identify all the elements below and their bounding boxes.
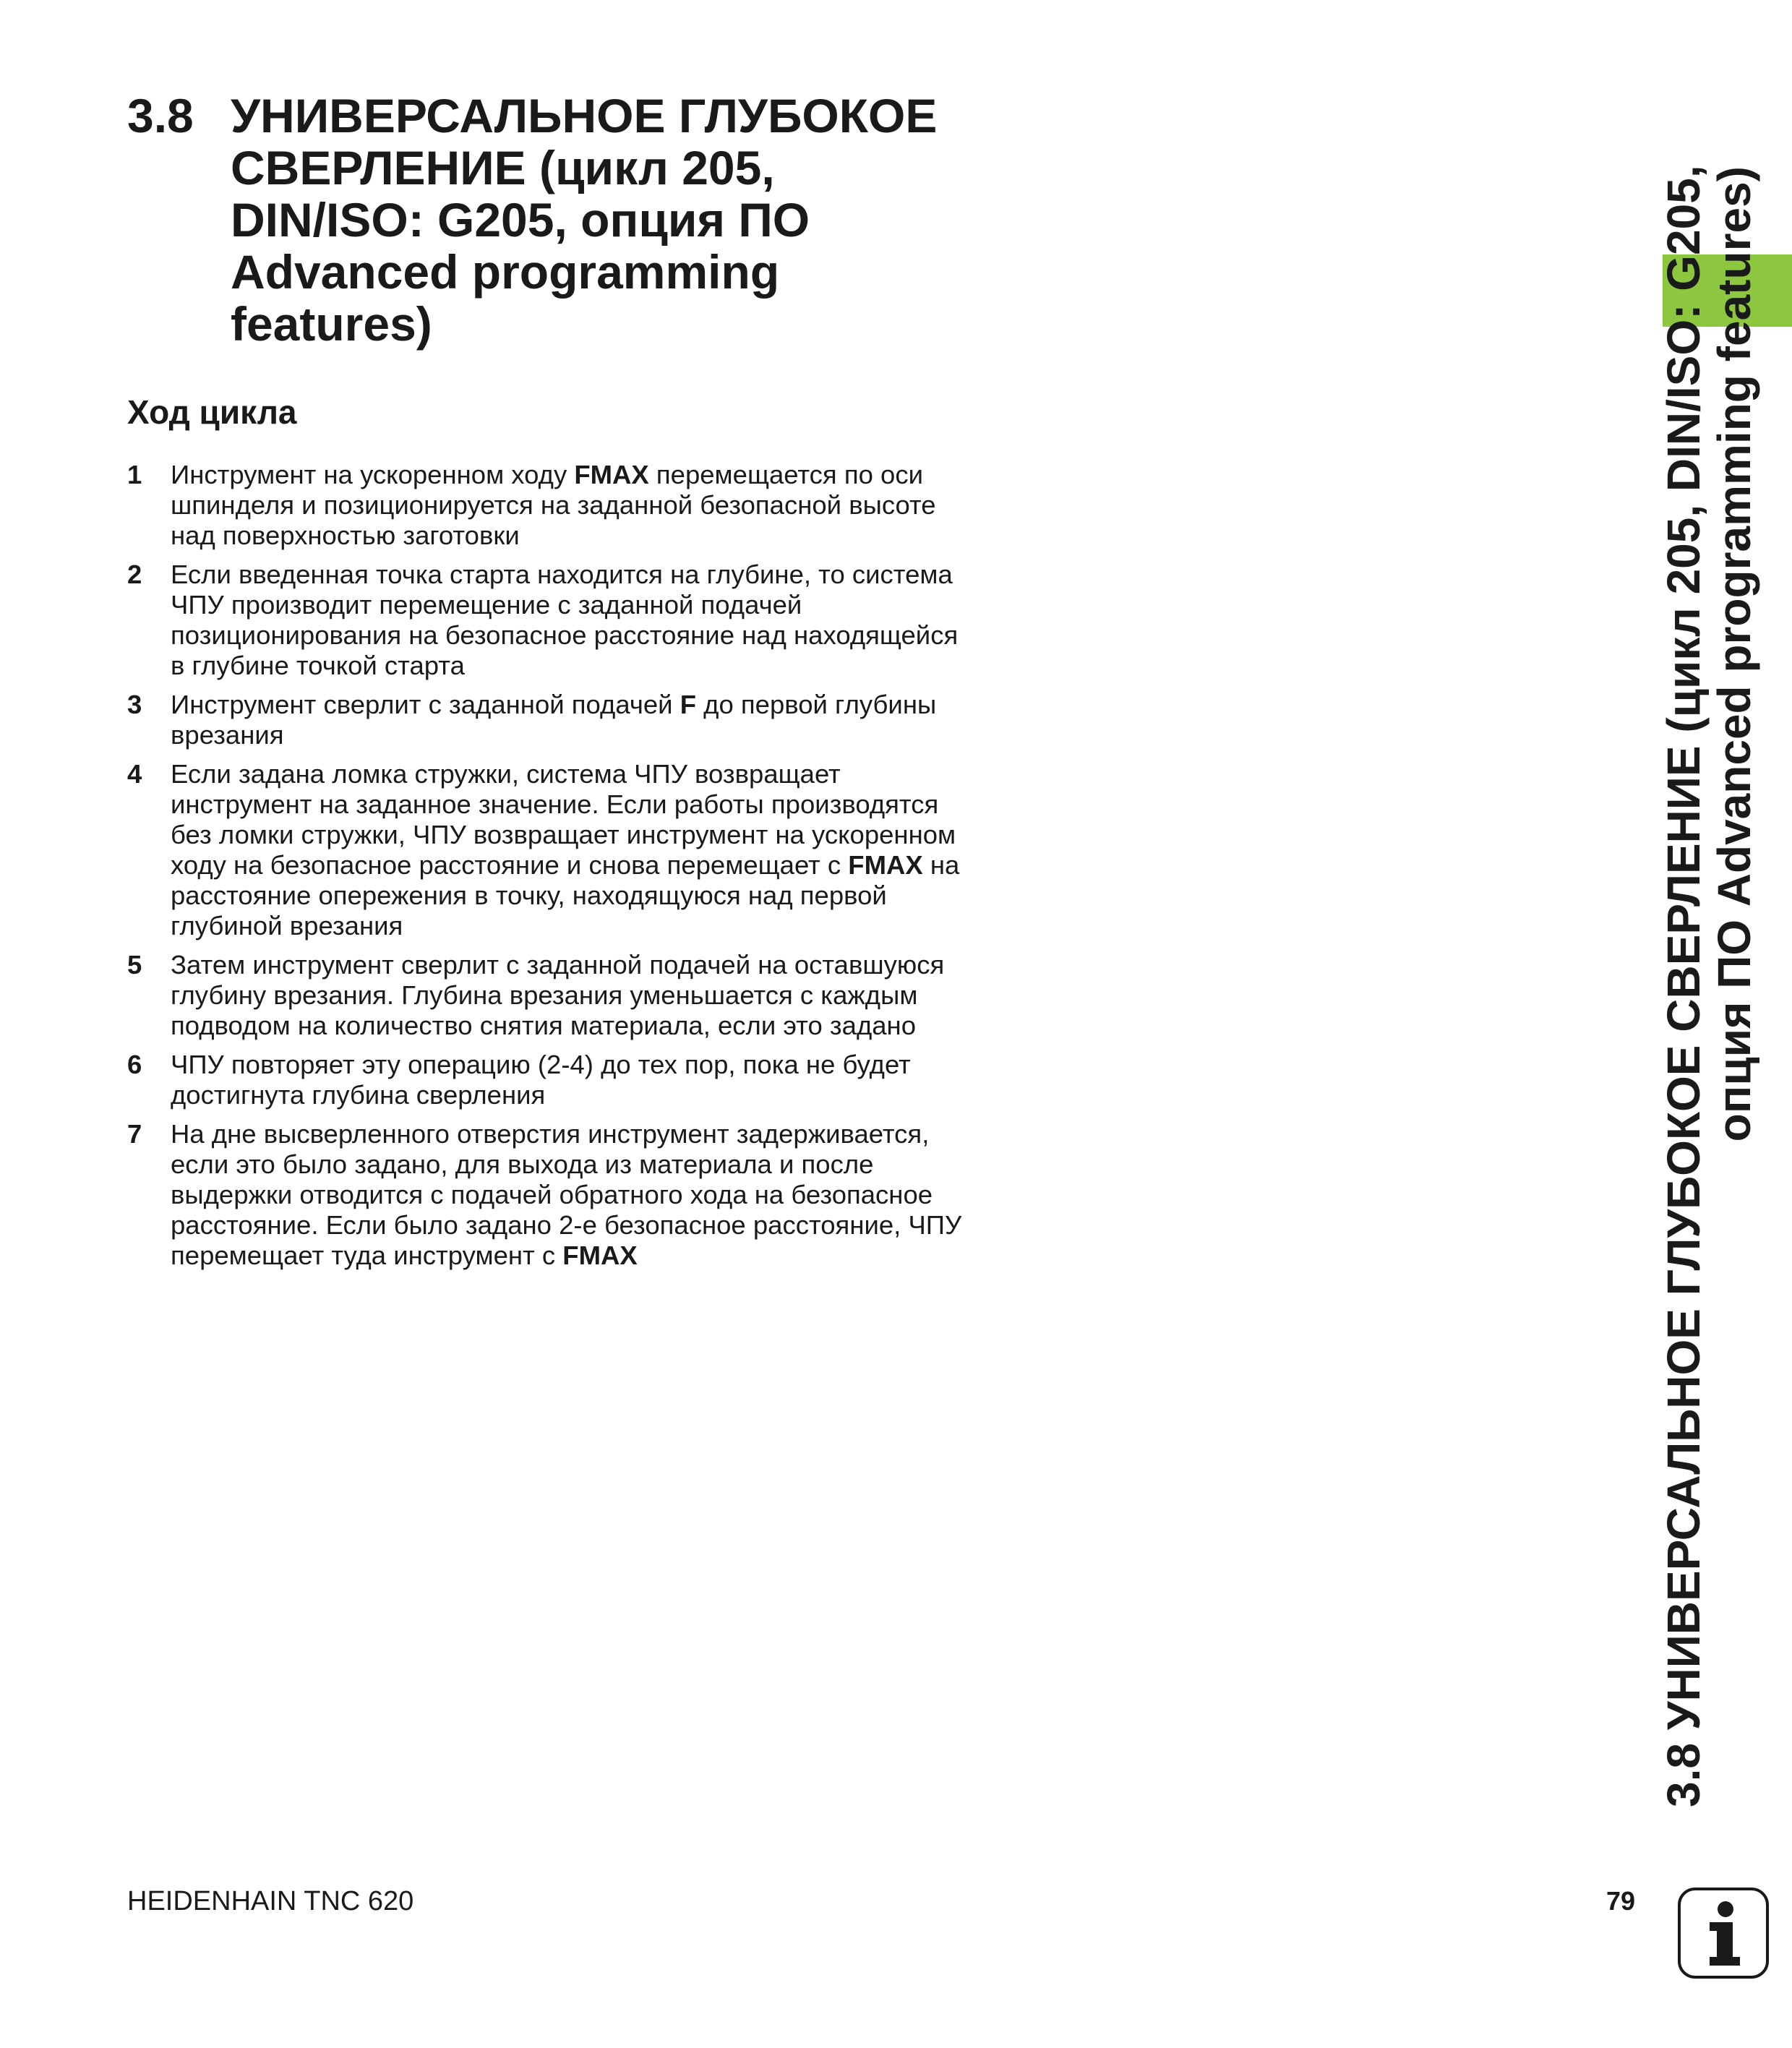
side-title-line-1: 3.8 УНИВЕРСАЛЬНОЕ ГЛУБОКОЕ СВЕРЛЕНИЕ (цикл 205, DIN/ISO: G205, xyxy=(1658,165,1710,1807)
footer-product: HEIDENHAIN TNC 620 xyxy=(127,1886,414,1916)
keyword-fmax: FMAX xyxy=(574,460,649,489)
section-title: УНИВЕРСАЛЬНОЕ ГЛУБОКОЕ СВЕРЛЕНИЕ (цикл 205, DIN/ISO: G205, опция ПО Advanced programming features) xyxy=(231,89,938,351)
list-item: 7 На дне высверленного отверстия инструмент задерживается, если это было задано, для выхода из материала и после выдержки отводится с подачей обратного хода на безопасное расстояние. Если было задано 2-е безопасное расстояние, ЧПУ перемещает туда инструмент с FMAX xyxy=(127,1119,962,1270)
subheading: Ход цикла xyxy=(127,393,297,431)
list-item: 1 Инструмент на ускоренном ходу FMAX перемещается по оси шпинделя и позиционируется на заданной безопасной высоте над поверхностью заготовки xyxy=(127,460,936,550)
side-title-line-2: опция ПО Advanced programming features) xyxy=(1708,166,1760,1142)
step-number: 2 xyxy=(127,560,142,589)
keyword-f: F xyxy=(679,690,696,719)
list-item: 6 ЧПУ повторяет эту операцию (2-4) до тех пор, пока не будет достигнута глубина сверления xyxy=(127,1050,911,1110)
info-icon xyxy=(1678,1888,1769,1979)
steps-list xyxy=(127,460,966,1280)
step-number: 6 xyxy=(127,1050,142,1079)
page-number: 79 xyxy=(1606,1886,1636,1916)
step-number: 4 xyxy=(127,759,142,789)
keyword-fmax: FMAX xyxy=(848,850,923,880)
step-number: 7 xyxy=(127,1119,142,1149)
keyword-fmax: FMAX xyxy=(562,1241,638,1270)
step-number: 1 xyxy=(127,460,142,489)
section-number: 3.8 xyxy=(127,89,194,142)
list-item: 4 Если задана ломка стружки, система ЧПУ возвращает инструмент на заданное значение. Если работы производятся без ломки стружки, ЧПУ возвращает инструмент на ускоренном ходу на безопасное расстояние и снова перемещает с FMAX на расстояние опережения в точку, находящуюся над первой глубиной врезания xyxy=(127,759,960,941)
list-item: 3 Инструмент сверлит с заданной подачей F до первой глубины врезания xyxy=(127,690,937,750)
side-chapter-title xyxy=(1655,72,1762,1807)
list-item: 2 Если введенная точка старта находится на глубине, то система ЧПУ производит перемещение с заданной подачей позиционирования на безопасное расстояние над находящейся в глубине точкой старта xyxy=(127,560,959,680)
info-icon-glyph xyxy=(1681,1890,1766,1976)
list-item: 5 Затем инструмент сверлит с заданной подачей на оставшуюся глубину врезания. Глубина врезания уменьшается с каждым подводом на количество снятия материала, если это задано xyxy=(127,950,945,1040)
step-number: 5 xyxy=(127,950,142,980)
step-number: 3 xyxy=(127,690,142,719)
